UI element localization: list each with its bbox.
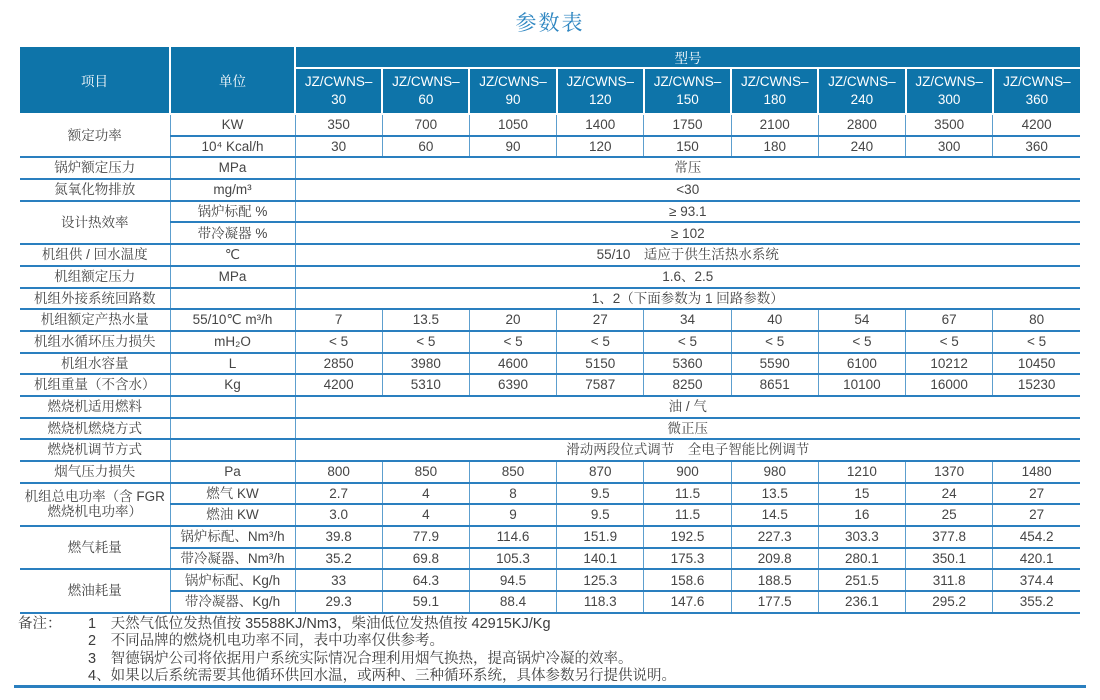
value-cell: 15 — [818, 483, 905, 505]
table-row — [20, 179, 1080, 201]
item-cell: 燃烧机适用燃料 — [20, 396, 170, 418]
value-cell: 77.9 — [382, 526, 469, 548]
value-cell: 80 — [993, 309, 1080, 331]
unit-cell: MPa — [170, 266, 295, 288]
value-cell: 114.6 — [469, 526, 556, 548]
value-cell: 35.2 — [295, 548, 382, 570]
value-cell: 5310 — [382, 374, 469, 396]
value-cell: 125.3 — [557, 569, 644, 591]
value-cell: 2.7 — [295, 483, 382, 505]
value-cell: 40 — [731, 309, 818, 331]
value-cell: 6100 — [818, 353, 905, 375]
table-row — [20, 136, 1080, 158]
table-row — [20, 374, 1080, 396]
table-row — [20, 222, 1080, 244]
value-cell: 10100 — [818, 374, 905, 396]
bottom-divider — [14, 685, 1086, 688]
value-cell: 14.5 — [731, 504, 818, 526]
unit-cell: 55/10℃ m³/h — [170, 309, 295, 331]
note-item: 4、如果以后系统需要其他循环供回水温，或两种、三种循环系统，具体参数另行提供说明。 — [88, 667, 677, 684]
value-cell: 350.1 — [906, 548, 993, 570]
item-cell: 机组总电功率（含 FGR 燃烧机电功率） — [20, 483, 170, 526]
value-cell: 16 — [818, 504, 905, 526]
value-cell: 16000 — [906, 374, 993, 396]
value-cell: 30 — [295, 136, 382, 158]
header-item-cell: 项目 — [20, 47, 170, 114]
value-cell: 5150 — [557, 353, 644, 375]
value-cell: 29.3 — [295, 591, 382, 612]
value-cell: 800 — [295, 461, 382, 483]
value-cell: 420.1 — [993, 548, 1080, 570]
span-value-cell: 油 / 气 — [295, 396, 1080, 418]
value-cell: < 5 — [731, 331, 818, 353]
unit-cell: 锅炉标配、Kg/h — [170, 569, 295, 591]
notes — [18, 616, 1088, 685]
span-value-cell: 常压 — [295, 157, 1080, 179]
table-row — [20, 396, 1080, 418]
model-header-cell: JZ/CWNS– 240 — [818, 68, 905, 114]
item-cell: 烟气压力损失 — [20, 461, 170, 483]
table-row — [20, 244, 1080, 266]
value-cell: 360 — [993, 136, 1080, 158]
value-cell: 88.4 — [469, 591, 556, 612]
table-row — [20, 483, 1080, 505]
value-cell: 2800 — [818, 114, 905, 136]
value-cell: < 5 — [644, 331, 731, 353]
value-cell: 3500 — [906, 114, 993, 136]
item-cell: 燃烧机调节方式 — [20, 439, 170, 461]
table-row — [20, 266, 1080, 288]
value-cell: 251.5 — [818, 569, 905, 591]
value-cell: 8 — [469, 483, 556, 505]
table-row — [20, 114, 1080, 136]
value-cell: 151.9 — [557, 526, 644, 548]
value-cell: < 5 — [557, 331, 644, 353]
note-item: 3 智德锅炉公司将依据用户系统实际情况合理利用烟气换热，提高锅炉冷凝的效率。 — [88, 650, 633, 667]
value-cell: 311.8 — [906, 569, 993, 591]
model-header-cell: JZ/CWNS– 360 — [993, 68, 1080, 114]
value-cell: < 5 — [993, 331, 1080, 353]
value-cell: 377.8 — [906, 526, 993, 548]
value-cell: 1750 — [644, 114, 731, 136]
value-cell: 1400 — [557, 114, 644, 136]
value-cell: 64.3 — [382, 569, 469, 591]
unit-cell — [170, 418, 295, 440]
table-row — [20, 331, 1080, 353]
value-cell: 69.8 — [382, 548, 469, 570]
value-cell: 303.3 — [818, 526, 905, 548]
table-row — [20, 526, 1080, 548]
unit-cell: 带冷凝器、Kg/h — [170, 591, 295, 612]
value-cell: 27 — [993, 504, 1080, 526]
value-cell: < 5 — [382, 331, 469, 353]
table-row — [20, 461, 1080, 483]
value-cell: 454.2 — [993, 526, 1080, 548]
value-cell: 4 — [382, 504, 469, 526]
header-row-top — [20, 47, 1080, 68]
span-value-cell: 1、2（下面参数为 1 回路参数） — [295, 288, 1080, 310]
value-cell: 4200 — [295, 374, 382, 396]
unit-cell: 锅炉标配 % — [170, 201, 295, 223]
value-cell: 350 — [295, 114, 382, 136]
item-cell: 机组水循环压力损失 — [20, 331, 170, 353]
span-value-cell: ≥ 102 — [295, 222, 1080, 244]
unit-cell: KW — [170, 114, 295, 136]
value-cell: 7 — [295, 309, 382, 331]
value-cell: 700 — [382, 114, 469, 136]
value-cell: 105.3 — [469, 548, 556, 570]
value-cell: 236.1 — [818, 591, 905, 612]
value-cell: 11.5 — [644, 483, 731, 505]
value-cell: 15230 — [993, 374, 1080, 396]
value-cell: 9.5 — [557, 483, 644, 505]
item-cell: 额定功率 — [20, 114, 170, 157]
value-cell: 374.4 — [993, 569, 1080, 591]
value-cell: 140.1 — [557, 548, 644, 570]
value-cell: 2850 — [295, 353, 382, 375]
value-cell: 59.1 — [382, 591, 469, 612]
note-item: 1 天然气低位发热值按 35588KJ/Nm3，柴油低位发热值按 42915KJ/Kg — [88, 616, 551, 632]
value-cell: 1370 — [906, 461, 993, 483]
value-cell: < 5 — [818, 331, 905, 353]
span-value-cell: 1.6、2.5 — [295, 266, 1080, 288]
value-cell: 280.1 — [818, 548, 905, 570]
value-cell: 1480 — [993, 461, 1080, 483]
item-cell: 设计热效率 — [20, 201, 170, 244]
unit-cell: 带冷凝器、Nm³/h — [170, 548, 295, 570]
value-cell: 10212 — [906, 353, 993, 375]
value-cell: 25 — [906, 504, 993, 526]
unit-cell: 带冷凝器 % — [170, 222, 295, 244]
value-cell: 13.5 — [382, 309, 469, 331]
unit-cell: mH₂O — [170, 331, 295, 353]
value-cell: 54 — [818, 309, 905, 331]
item-cell: 机组外接系统回路数 — [20, 288, 170, 310]
value-cell: 188.5 — [731, 569, 818, 591]
value-cell: 175.3 — [644, 548, 731, 570]
unit-cell: Pa — [170, 461, 295, 483]
value-cell: 13.5 — [731, 483, 818, 505]
note-item: 2 不同品牌的燃烧机电功率不同，表中功率仅供参考。 — [88, 633, 445, 650]
value-cell: 67 — [906, 309, 993, 331]
item-cell: 燃气耗量 — [20, 526, 170, 569]
value-cell: 240 — [818, 136, 905, 158]
unit-cell: MPa — [170, 157, 295, 179]
value-cell: 850 — [382, 461, 469, 483]
parameters-table-container — [20, 47, 1080, 614]
item-cell: 燃烧机燃烧方式 — [20, 418, 170, 440]
unit-cell — [170, 288, 295, 310]
model-header-cell: JZ/CWNS– 300 — [906, 68, 993, 114]
value-cell: 6390 — [469, 374, 556, 396]
value-cell: 20 — [469, 309, 556, 331]
value-cell: 209.8 — [731, 548, 818, 570]
value-cell: 1210 — [818, 461, 905, 483]
value-cell: < 5 — [469, 331, 556, 353]
model-header-cell: JZ/CWNS– 90 — [469, 68, 556, 114]
value-cell: 2100 — [731, 114, 818, 136]
item-cell: 机组额定压力 — [20, 266, 170, 288]
value-cell: 90 — [469, 136, 556, 158]
unit-cell: 燃气 KW — [170, 483, 295, 505]
value-cell: 3980 — [382, 353, 469, 375]
value-cell: 5590 — [731, 353, 818, 375]
value-cell: 60 — [382, 136, 469, 158]
unit-cell: L — [170, 353, 295, 375]
value-cell: 300 — [906, 136, 993, 158]
value-cell: 10450 — [993, 353, 1080, 375]
value-cell: 180 — [731, 136, 818, 158]
value-cell: 33 — [295, 569, 382, 591]
table-row — [20, 353, 1080, 375]
value-cell: 192.5 — [644, 526, 731, 548]
table-row — [20, 157, 1080, 179]
value-cell: 8651 — [731, 374, 818, 396]
value-cell: 158.6 — [644, 569, 731, 591]
value-cell: 4 — [382, 483, 469, 505]
item-cell: 燃油耗量 — [20, 569, 170, 611]
span-value-cell: <30 — [295, 179, 1080, 201]
value-cell: 27 — [993, 483, 1080, 505]
unit-cell: ℃ — [170, 244, 295, 266]
table-row — [20, 309, 1080, 331]
table-row — [20, 569, 1080, 591]
item-cell: 氮氧化物排放 — [20, 179, 170, 201]
unit-cell: Kg — [170, 374, 295, 396]
item-cell: 锅炉额定压力 — [20, 157, 170, 179]
value-cell: 4600 — [469, 353, 556, 375]
value-cell: 900 — [644, 461, 731, 483]
value-cell: < 5 — [295, 331, 382, 353]
value-cell: 8250 — [644, 374, 731, 396]
value-cell: 7587 — [557, 374, 644, 396]
span-value-cell: 55/10 适应于供生活热水系统 — [295, 244, 1080, 266]
page-title: 参数表 — [515, 12, 585, 35]
value-cell: 3.0 — [295, 504, 382, 526]
model-header-cell: JZ/CWNS– 150 — [644, 68, 731, 114]
unit-cell — [170, 439, 295, 461]
value-cell: 4200 — [993, 114, 1080, 136]
value-cell: 980 — [731, 461, 818, 483]
value-cell: 227.3 — [731, 526, 818, 548]
table-row — [20, 548, 1080, 570]
value-cell: 118.3 — [557, 591, 644, 612]
unit-cell: mg/m³ — [170, 179, 295, 201]
table-row — [20, 591, 1080, 612]
value-cell: 295.2 — [906, 591, 993, 612]
parameters-table — [20, 47, 1080, 612]
value-cell: 34 — [644, 309, 731, 331]
value-cell: 355.2 — [993, 591, 1080, 612]
header-unit-cell: 单位 — [170, 47, 295, 114]
notes-label: 备注： — [18, 616, 62, 632]
value-cell: 11.5 — [644, 504, 731, 526]
table-row — [20, 201, 1080, 223]
span-value-cell: 滑动两段位式调节 全电子智能比例调节 — [295, 439, 1080, 461]
table-row — [20, 439, 1080, 461]
value-cell: 24 — [906, 483, 993, 505]
model-header-cell: JZ/CWNS– 30 — [295, 68, 382, 114]
model-header-cell: JZ/CWNS– 60 — [382, 68, 469, 114]
unit-cell: 10⁴ Kcal/h — [170, 136, 295, 158]
value-cell: 850 — [469, 461, 556, 483]
value-cell: 39.8 — [295, 526, 382, 548]
span-value-cell: 微正压 — [295, 418, 1080, 440]
value-cell: 177.5 — [731, 591, 818, 612]
value-cell: 1050 — [469, 114, 556, 136]
value-cell: 150 — [644, 136, 731, 158]
model-header-cell: JZ/CWNS– 180 — [731, 68, 818, 114]
item-cell: 机组水容量 — [20, 353, 170, 375]
value-cell: 870 — [557, 461, 644, 483]
item-cell: 机组供 / 回水温度 — [20, 244, 170, 266]
value-cell: 5360 — [644, 353, 731, 375]
value-cell: 27 — [557, 309, 644, 331]
unit-cell: 锅炉标配、Nm³/h — [170, 526, 295, 548]
span-value-cell: ≥ 93.1 — [295, 201, 1080, 223]
table-row — [20, 418, 1080, 440]
item-cell: 机组重量（不含水） — [20, 374, 170, 396]
model-header-cell: JZ/CWNS– 120 — [557, 68, 644, 114]
table-row — [20, 288, 1080, 310]
item-cell: 机组额定产热水量 — [20, 309, 170, 331]
table-row — [20, 504, 1080, 526]
header-model-group-cell: 型号 — [295, 47, 1080, 68]
value-cell: 147.6 — [644, 591, 731, 612]
value-cell: 120 — [557, 136, 644, 158]
value-cell: 9.5 — [557, 504, 644, 526]
unit-cell: 燃油 KW — [170, 504, 295, 526]
unit-cell — [170, 396, 295, 418]
value-cell: 94.5 — [469, 569, 556, 591]
value-cell: 9 — [469, 504, 556, 526]
value-cell: < 5 — [906, 331, 993, 353]
